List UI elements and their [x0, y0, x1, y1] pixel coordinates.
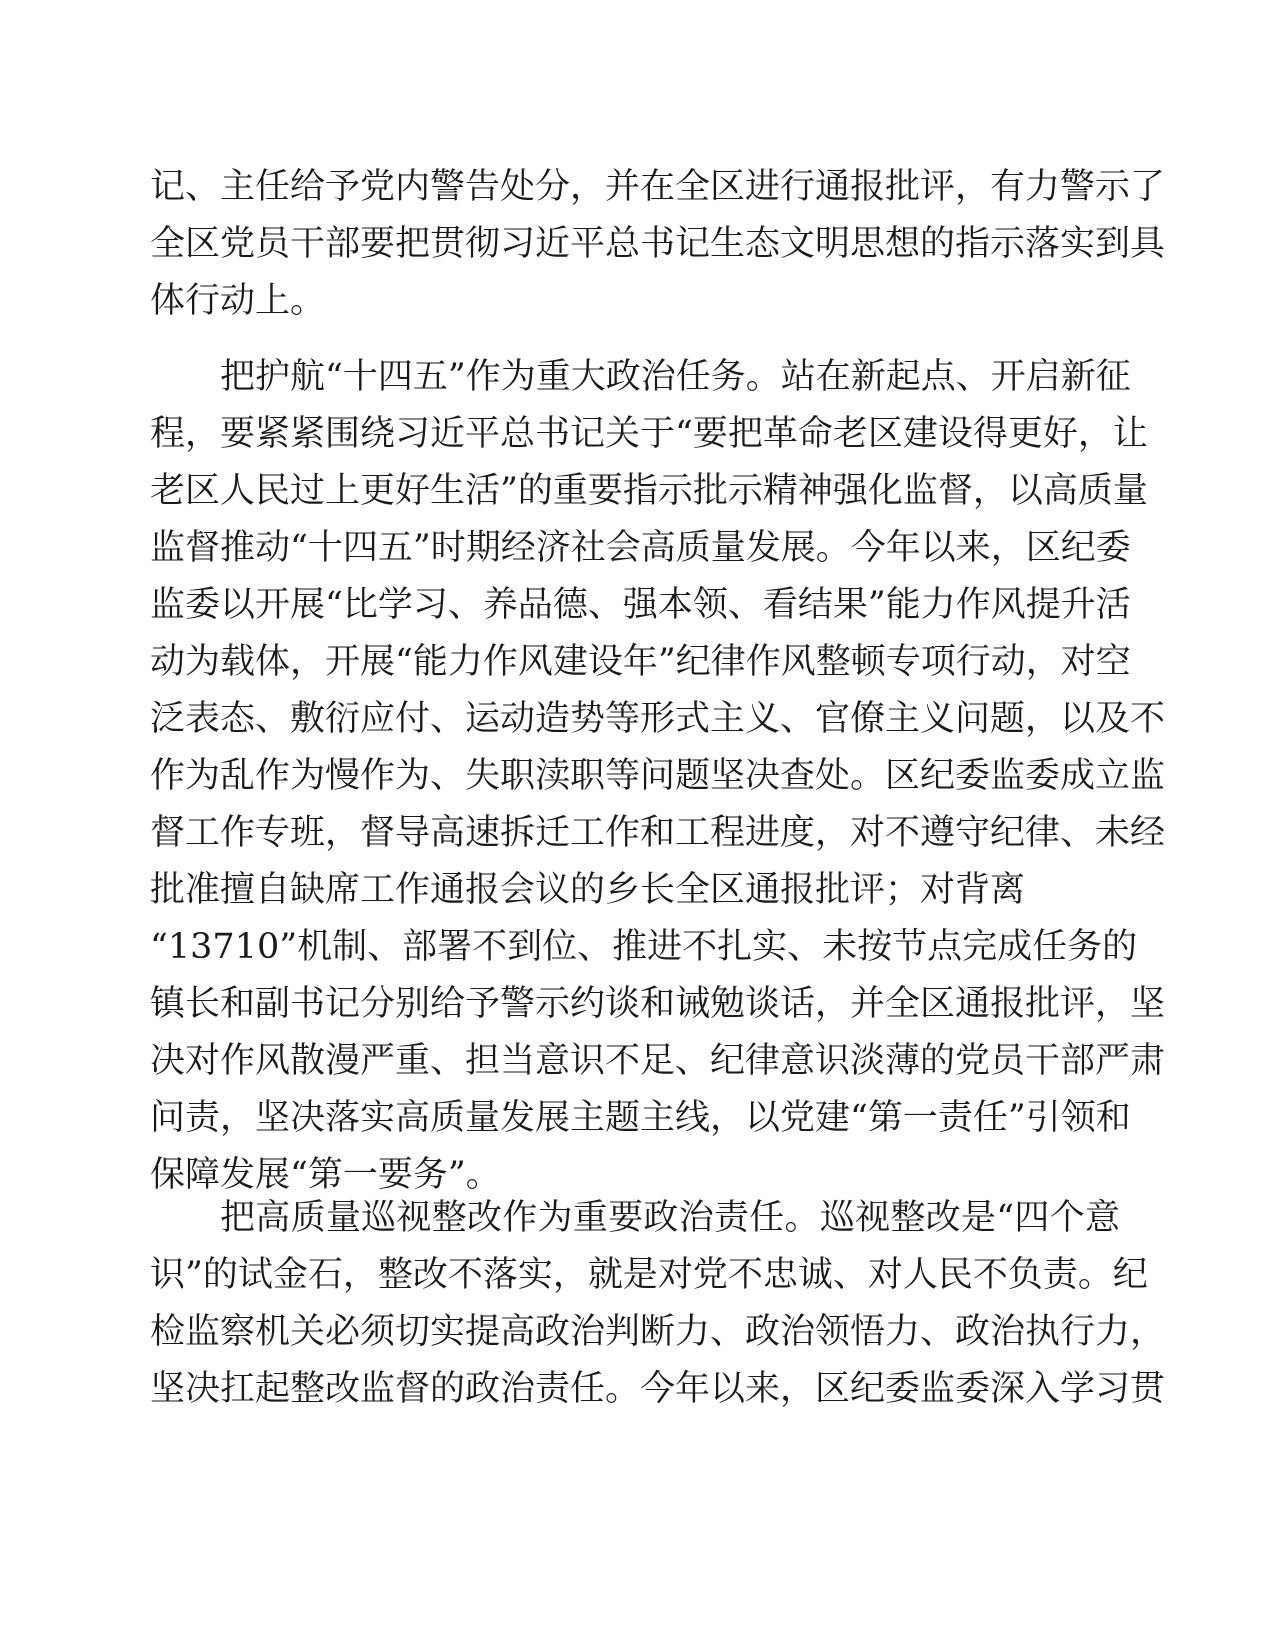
text-line: 问责，坚决落实高质量发展主题主线，以党建“第一责任”引领和	[150, 1098, 1131, 1138]
paragraph-fourteenth-five-year	[150, 349, 1166, 1204]
text-line: 批准擅自缺席工作通报会议的乡长全区通报批评；对背离	[150, 870, 1026, 910]
paragraph-continuation	[150, 159, 1166, 330]
text-line: 识”的试金石，整改不落实，就是对党不忠诚、对人民不负责。纪	[150, 1255, 1148, 1295]
text-line: 记、主任给予党内警告处分，并在全区进行通报批评，有力警示了	[150, 167, 1166, 207]
text-line: 镇长和副书记分别给予警示约谈和诫勉谈话，并全区通报批评，坚	[150, 984, 1166, 1024]
text-line: 程，要紧紧围绕习近平总书记关于“要把革命老区建设得更好，让	[150, 414, 1148, 454]
text-line: 全区党员干部要把贯彻习近平总书记生态文明思想的指示落实到具	[150, 224, 1166, 264]
text-line: 作为乱作为慢作为、失职渎职等问题坚决查处。区纪委监委成立监	[150, 756, 1166, 796]
text-line: 检监察机关必须切实提高政治判断力、政治领悟力、政治执行力，	[150, 1312, 1166, 1352]
text-line: 监委以开展“比学习、养品德、强本领、看结果”能力作风提升活	[150, 585, 1131, 625]
text-line: 老区人民过上更好生活”的重要指示批示精神强化监督，以高质量	[150, 471, 1148, 511]
text-line: 坚决扛起整改监督的政治责任。今年以来，区纪委监委深入学习贯	[150, 1369, 1166, 1409]
text-line: 决对作风散漫严重、担当意识不足、纪律意识淡薄的党员干部严肃	[150, 1041, 1166, 1081]
text-line: 监督推动“十四五”时期经济社会高质量发展。今年以来，区纪委	[150, 528, 1131, 568]
text-line: 动为载体，开展“能力作风建设年”纪律作风整顿专项行动，对空	[150, 642, 1131, 682]
text-line: 泛表态、敷衍应付、运动造势等形式主义、官僚主义问题，以及不	[150, 699, 1166, 739]
text-line: 把高质量巡视整改作为重要政治责任。巡视整改是“四个意	[220, 1198, 1120, 1238]
paragraph-inspection-rectification	[150, 1190, 1166, 1418]
text-line: 体行动上。	[150, 281, 326, 321]
text-line: 督工作专班，督导高速拆迁工作和工程进度，对不遵守纪律、未经	[150, 813, 1166, 853]
text-line: 把护航“十四五”作为重大政治任务。站在新起点、开启新征	[220, 357, 1131, 397]
text-line: 保障发展“第一要务”。	[150, 1155, 501, 1195]
text-line: “13710”机制、部署不到位、推进不扎实、未按节点完成任务的	[150, 927, 1138, 967]
